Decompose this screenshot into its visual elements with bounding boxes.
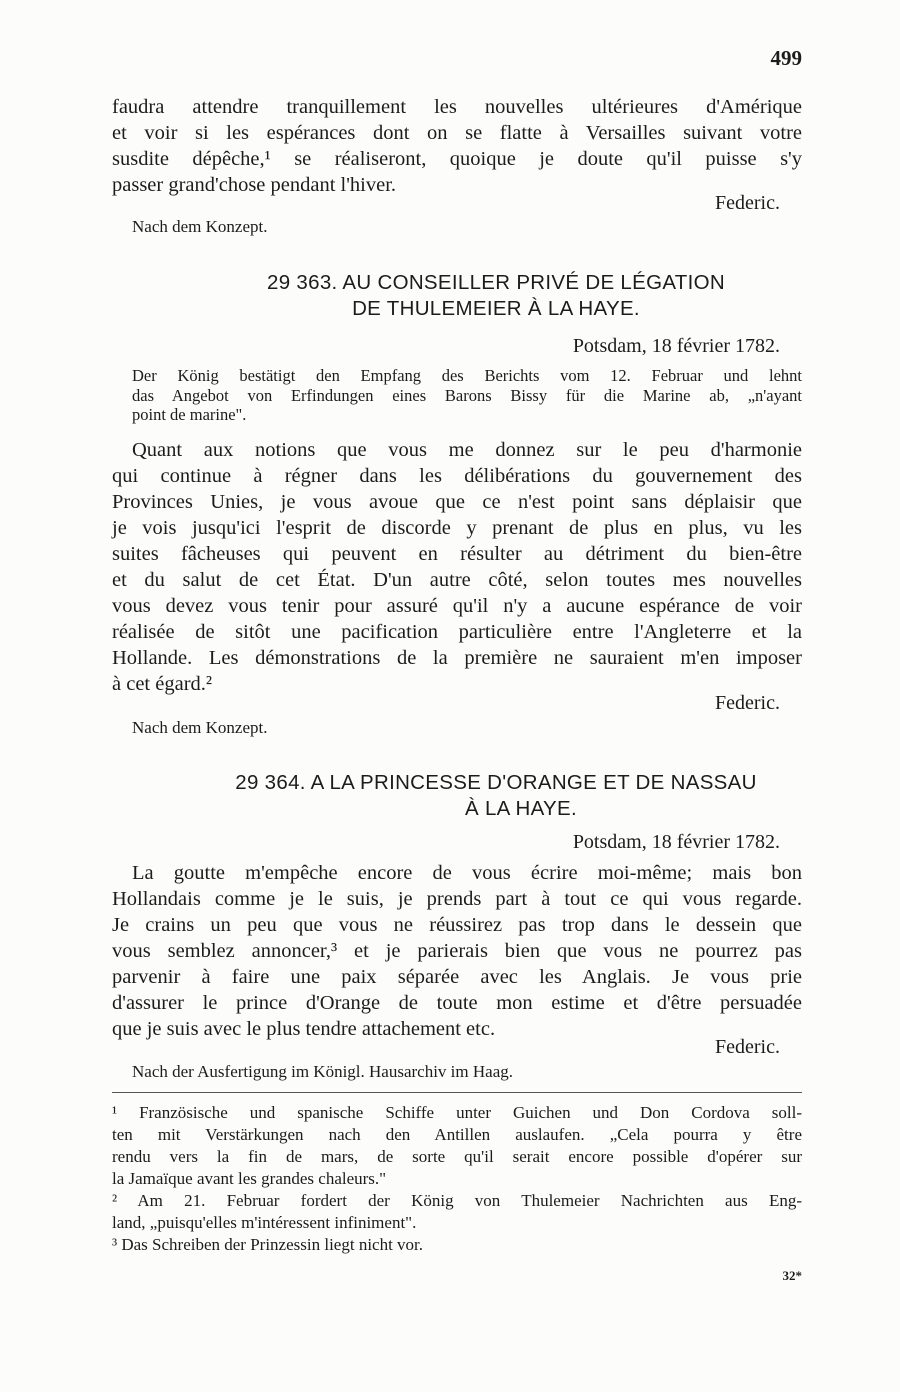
letter-29364-source-note: Nach der Ausfertigung im Königl. Hausarchiv im Haag. [132, 1062, 513, 1081]
letter-29363-body [112, 437, 802, 697]
letter-29364-signature: Federic. [715, 1036, 780, 1058]
footnote-line: rendu vers la fin de mars, de sorte qu'il serait encore possible d'opérer sur [112, 1147, 802, 1166]
text-line: faudra attendre tranquillement les nouvelles ultérieures d'Amérique [112, 96, 802, 118]
footnote-line: ² Am 21. Februar fordert der König von Thulemeier Nachrichten aus Eng- [112, 1191, 802, 1210]
sheet-signature: 32* [782, 1268, 802, 1283]
summary-line: das Angebot von Erfindungen eines Barons Bissy für die Marine ab, „n'ayant [132, 385, 802, 405]
heading-line: DE THULEMEIER À LA HAYE. [352, 297, 640, 320]
summary-line: Der König bestätigt den Empfang des Berichts vom 12. Februar und lehnt [132, 366, 802, 385]
footnote-divider [112, 1092, 802, 1093]
summary-line: point de marine". [132, 405, 247, 424]
letter-29363-heading [92, 270, 900, 322]
letter-29363-source-note: Nach dem Konzept. [132, 718, 268, 737]
text-line: et voir si les espérances dont on se flatte à Versailles suivant votre [112, 122, 802, 144]
text-line: à cet égard.² [112, 673, 213, 695]
footnotes [112, 1102, 802, 1256]
text-line: susdite dépêche,¹ se réaliseront, quoique je doute qu'il puisse s'y [112, 148, 802, 170]
letter-29364-place-date: Potsdam, 18 février 1782. [572, 831, 780, 853]
heading-line: 29 363. AU CONSEILLER PRIVÉ DE LÉGATION [267, 271, 725, 294]
letter-29364-body [112, 860, 802, 1042]
text-line: réalisée de sitôt une pacification particulière entre l'Angleterre et la [112, 621, 802, 643]
text-line: d'assurer le prince d'Orange de toute mon estime et d'être persuadée [112, 992, 802, 1014]
text-line: Je crains un peu que vous ne réussirez pas trop dans le dessein que [112, 914, 802, 936]
footnote-line: ³ Das Schreiben der Prinzessin liegt nicht vor. [112, 1235, 424, 1254]
footnote-line: land, „puisqu'elles m'intéressent infiniment". [112, 1213, 417, 1232]
heading-line: 29 364. A LA PRINCESSE D'ORANGE ET DE NASSAU [235, 771, 757, 794]
intro-paragraph [112, 94, 802, 198]
footnote-line: ten mit Verstärkungen nach den Antillen auslaufen. „Cela pourra y être [112, 1125, 802, 1144]
intro-source-note: Nach dem Konzept. [132, 217, 268, 236]
text-line: Provinces Unies, je vous avoue que ce n'est point sans déplaisir que [112, 491, 802, 513]
text-line: Quant aux notions que vous me donnez sur le peu d'harmonie [132, 439, 802, 461]
text-line: je vois jusqu'ici l'esprit de discorde y prenant de plus en plus, vu les [112, 517, 802, 539]
heading-line: À LA HAYE. [464, 797, 577, 820]
text-line: et du salut de cet État. D'un autre côté, selon toutes mes nouvelles [112, 569, 802, 591]
text-line: Hollandais comme je le suis, je prends part à tout ce qui vous regarde. [112, 888, 802, 910]
footnote-line: la Jamaïque avant les grandes chaleurs." [112, 1169, 387, 1188]
text-line: suites fâcheuses qui peuvent en résulter au détriment du bien-être [112, 543, 802, 565]
text-line: qui continue à régner dans les délibérations du gouvernement des [112, 465, 802, 487]
text-line: que je suis avec le plus tendre attachement etc. [112, 1018, 496, 1040]
text-line: parvenir à faire une paix séparée avec les Anglais. Je vous prie [112, 966, 802, 988]
letter-29363-summary [132, 366, 802, 425]
text-line: Hollande. Les démonstrations de la première ne sauraient m'en imposer [112, 647, 802, 669]
letter-29363-signature: Federic. [715, 692, 780, 714]
text-line: vous devez vous tenir pour assuré qu'il n'y a aucune espérance de voir [112, 595, 802, 617]
letter-29364-heading [92, 770, 900, 822]
text-line: vous semblez annoncer,³ et je parierais bien que vous ne pourrez pas [112, 940, 802, 962]
footnote-line: ¹ Französische und spanische Schiffe unter Guichen und Don Cordova soll- [112, 1103, 802, 1122]
intro-signature: Federic. [715, 192, 780, 214]
page-number: 499 [770, 46, 802, 70]
letter-29363-place-date: Potsdam, 18 février 1782. [572, 335, 780, 357]
text-line: passer grand'chose pendant l'hiver. [112, 174, 397, 196]
text-line: La goutte m'empêche encore de vous écrire moi-même; mais bon [132, 862, 802, 884]
